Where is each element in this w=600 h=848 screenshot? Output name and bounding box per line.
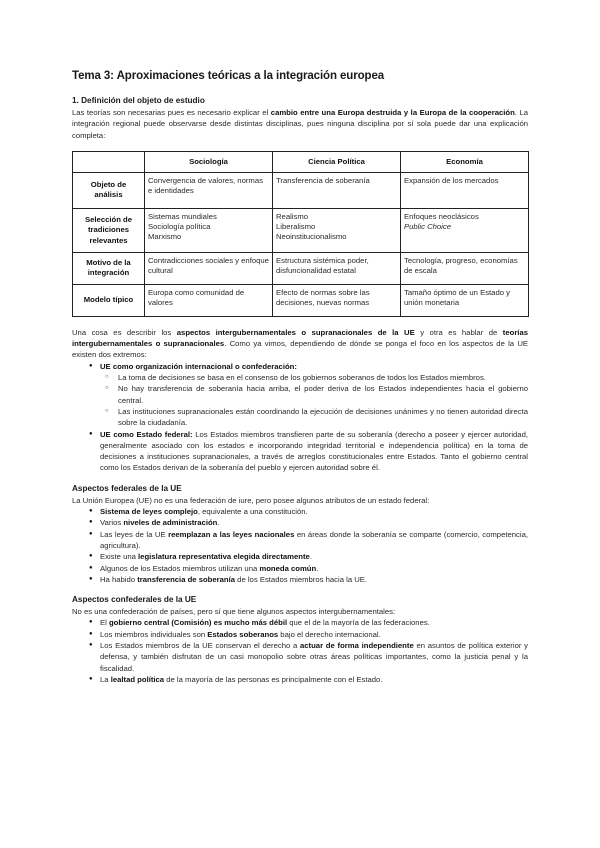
list-item: ● Los Estados miembros de la UE conservan el derecho a actuar de forma independiente en asuntos de política exterior y defensa, y también disfrutan de un casi monopolio sobre otras áreas políticas importantes, como la justicia penal y la fiscalidad. (72, 640, 528, 674)
table-header-row (73, 151, 529, 172)
list-item: ○ Las instituciones supranacionales están coordinando la ejecución de decisiones unánimes y no tienen autoridad directa sobre la ciudadanía. (72, 406, 528, 429)
table-cell: Realismo Liberalismo Neoinstitucionalismo (273, 208, 401, 252)
table-row (73, 172, 529, 208)
table-cell: Sistemas mundiales Sociología política Marxismo (145, 208, 273, 252)
table-row (73, 208, 529, 252)
list-item: ○ No hay transferencia de soberanía hacia arriba, el poder deriva de los Estados independientes hacia el gobierno central. (72, 383, 528, 406)
list-item: ● Existe una legislatura representativa elegida directamente. (72, 551, 528, 562)
table-cell: Efecto de normas sobre las decisiones, nuevas normas (273, 284, 401, 316)
theories-paragraph: Una cosa es describir los aspectos intergubernamentales o supranacionales de la UE y otra es hablar de teorías intergubernamentales o supranacionales. Como ya vimos, dependiendo de dónde se ponga el foco en los aspectos de la UE existen dos extremos: (72, 327, 529, 360)
list-item: ● Las leyes de la UE reemplazan a las leyes nacionales en áreas donde la soberanía se comparte (comercio, competencia, agricultura). (72, 529, 528, 552)
table-header-cell (73, 151, 145, 172)
table-cell: Expansión de los mercados (401, 172, 529, 208)
section-heading-confederal: Aspectos confederales de la UE (72, 595, 197, 605)
row-label: Motivo de la integración (73, 252, 145, 284)
list-item: ● Ha habido transferencia de soberanía de los Estados miembros hacia la UE. (72, 574, 528, 585)
list-item: ● UE como organización internacional o confederación: ○ La toma de decisiones se basa en el consenso de los gobiernos soberanos de todos los Estados miembros. ○ No hay transferencia de soberanía hacia arriba, el poder deriva de los Estados independientes hacia el gobierno central. ○ Las instituciones supranacionales están coordinando la ejecución de decisiones unánimes y no tienen autoridad directa sobre la ciudadanía. (72, 361, 528, 429)
table-cell: Estructura sistémica poder, disfuncionalidad estatal (273, 252, 401, 284)
table-cell: Contradicciones sociales y enfoque cultural (145, 252, 273, 284)
row-label: Selección de tradiciones relevantes (73, 208, 145, 252)
list-item: ● Algunos de los Estados miembros utilizan una moneda común. (72, 563, 528, 574)
list-item: ● UE como Estado federal: Los Estados miembros transfieren parte de su soberanía (derecho a poseer y ejercer autoridad, generalmente asociado con los estados e incorporando integridad territorial e independencia política) en la toma de decisiones a instituciones supranacionales, a través de arreglos constitucionales entre Estados. Tanto el gobierno central como los Estados derivan de la soberanía del pueblo y ejercen autoridad sobre él. (72, 429, 528, 474)
table-cell: Transferencia de soberanía (273, 172, 401, 208)
table-cell: Tecnología, progreso, economías de escala (401, 252, 529, 284)
list-item: ● El gobierno central (Comisión) es mucho más débil que el de la mayoría de las federaciones. (72, 617, 528, 628)
list-item: ○ La toma de decisiones se basa en el consenso de los gobiernos soberanos de todos los Estados miembros. (72, 372, 528, 383)
section-heading-federal: Aspectos federales de la UE (72, 483, 182, 493)
document-page (72, 70, 528, 685)
row-label: Modelo típico (73, 284, 145, 316)
table-cell: Tamaño óptimo de un Estado y unión monetaria (401, 284, 529, 316)
extremes-list (72, 361, 528, 474)
table-header-cell: Ciencia Política (273, 151, 401, 172)
federal-intro: La Unión Europea (UE) no es una federación de iure, pero posee algunos atributos de un estado federal: (72, 495, 430, 505)
list-item: ● Sistema de leyes complejo, equivalente a una constitución. (72, 506, 528, 517)
table-header-cell: Sociología (145, 151, 273, 172)
section-heading-definition: 1. Definición del objeto de estudio (72, 96, 205, 105)
sublist (72, 372, 528, 428)
page-title: Tema 3: Aproximaciones teóricas a la integración europea (72, 70, 385, 82)
table-cell: Europa como comunidad de valores (145, 284, 273, 316)
table-header-cell: Economía (401, 151, 529, 172)
list-item: ● La lealtad política de la mayoría de las personas es principalmente con el Estado. (72, 674, 528, 685)
list-item: ● Los miembros individuales son Estados soberanos bajo el derecho internacional. (72, 629, 528, 640)
table-row (73, 252, 529, 284)
disciplines-table (72, 151, 529, 317)
table-row (73, 284, 529, 316)
row-label: Objeto de análisis (73, 172, 145, 208)
table-cell: Enfoques neoclásicos Public Choice (401, 208, 529, 252)
table-cell: Convergencia de valores, normas e identidades (145, 172, 273, 208)
federal-list (72, 506, 528, 585)
confederal-intro: No es una confederación de países, pero sí que tiene algunos aspectos intergubernamentales: (72, 607, 396, 617)
list-item: ● Varios niveles de administración. (72, 517, 528, 528)
confederal-list (72, 617, 528, 685)
intro-paragraph: Las teorías son necesarias pues es necesario explicar el cambio entre una Europa destruida y la Europa de la cooperación. La integración regional puede observarse desde distintas disciplinas, pues ninguna disciplina por sí sola puede dar una explicación completa: (72, 108, 528, 140)
